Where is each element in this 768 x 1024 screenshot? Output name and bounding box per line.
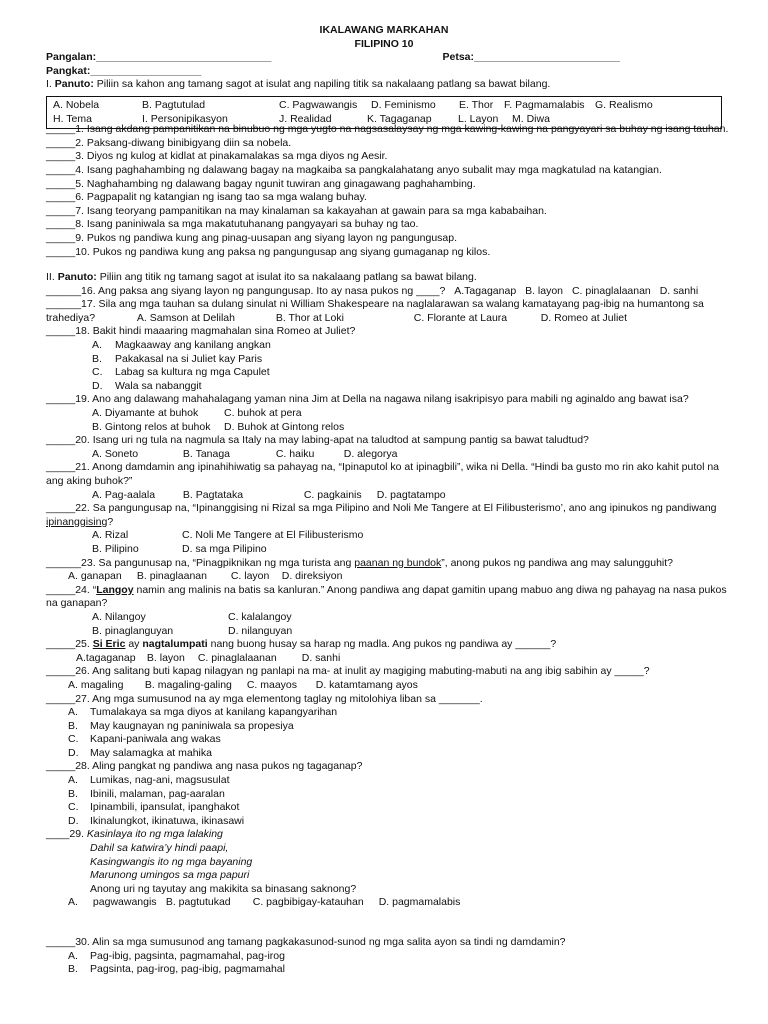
- choice-g: G. Realismo: [595, 98, 653, 111]
- choice-i: I. Personipikasyon: [142, 112, 228, 125]
- part2-instruction-text: Piliin ang titik ng tamang sagot at isulat ito sa nakalaang patlang sa bawat bilang.: [99, 271, 477, 284]
- question-22: _____22. Sa pangungusap na, “Ipinanggising ni Rizal sa mga Pilipino and Noli Me Tangere at El Filibusterismo’, ano ang ipinukos ng pandiwang: [46, 502, 717, 515]
- question-21: _____21. Anong damdamin ang ipinahihiwatig sa pahayag na, “Ipinaputol ko at ipinagbili”, wika ni Della. “Hindi ba gusto mo rin ako kahit putol na: [46, 461, 720, 474]
- item-6: _____6. Pagpapalit ng katangian ng isang tao sa mga walang buhay.: [46, 191, 367, 204]
- question-25: _____25. Si Eric ay nagtalumpati nang buong husay sa harap ng madla. Ang pukos ng pandiwa ay ______?: [46, 638, 557, 651]
- question-19-options: A. Diyamante at buhok C. buhok at pera B. Gintong relos at buhok D. Buhok at Gintong relos: [92, 407, 345, 433]
- question-18-options: A. Magkaaway ang kanilang angkan B. Pakakasal na si Juliet kay Paris C. Labag sa kultura ng mga Capulet D. Wala sa nabanggit: [92, 339, 271, 392]
- question-24-cont: na ganapan?: [46, 597, 108, 610]
- choice-j: J. Realidad: [279, 112, 332, 125]
- item-9: _____9. Pukos ng pandiwa kung ang pinag-uusapan ang siyang layon ng pangungusap.: [46, 231, 458, 244]
- choice-d: D. Feminismo: [371, 98, 436, 111]
- item-5: _____5. Naghahambing ng dalawang bagay ngunit tuwiran ang ginagawang paghahambing.: [46, 177, 476, 190]
- question-26-options: A. magaling B. magaling-galing C. maayos D. katamtamang ayos: [68, 678, 418, 691]
- part1-instruction: [46, 78, 722, 92]
- question-26: _____26. Ang salitang buti kapag nilagyan ng panlapi na ma- at inulit ay magiging mabuting-mabuti na ang ibig sabihin ay _____?: [46, 665, 650, 678]
- choice-k: K. Tagaganap: [367, 112, 432, 125]
- item-7: _____7. Isang teoryang pampanitikan na may kinalaman sa kakayahan at gawain para sa mga kababaihan.: [46, 204, 547, 217]
- item-10: _____10. Pukos ng pandiwa kung ang paksa ng pangungusap ang siyang gumaganap ng kilos.: [46, 245, 491, 258]
- choice-f: F. Pagmamalabis: [504, 98, 585, 111]
- part2-roman: II.: [46, 271, 55, 284]
- item-1: _____1. Isang akdang pampanitikan na binubuo ng mga yugto na nagsasalaysay ng mga kawing-kawing na pangyayari sa buhay ng isang tauhan.: [46, 123, 729, 136]
- choice-b: B. Pagtutulad: [142, 98, 206, 111]
- part1-roman: I.: [46, 78, 52, 91]
- question-29-options: A. pagwawangis B. pagtutukad C. pagbibigay-katauhan D. pagmamalabis: [68, 896, 461, 909]
- choices-row-1: [53, 99, 715, 113]
- part2-instruction: [46, 271, 722, 285]
- question-25-options: A.tagaganap B. layon C. pinaglalaanan D. sanhi: [76, 651, 341, 664]
- question-17: ______17. Sila ang mga tauhan sa dulang sinulat ni William Shakespeare na naglalarawan sa walang kamatayang pag-ibig na humantong sa: [46, 298, 704, 311]
- exam-title-quarter: IKALAWANG MARKAHAN: [319, 24, 449, 36]
- item-3: _____3. Diyos ng kulog at kidlat at pinakamalakas sa mga diyos ng Aesir.: [46, 150, 388, 163]
- choice-h: H. Tema: [53, 112, 92, 125]
- question-18: _____18. Bakit hindi maaaring magmahalan sina Romeo at Juliet?: [46, 325, 356, 338]
- question-30: _____30. Alin sa mga sumusunod ang tamang pagkakasunod-sunod ng mga salita ayon sa tindi ng damdamin?: [46, 936, 566, 948]
- question-24: _____24. “Langoy namin ang malinis na batis sa kanluran.” Anong pandiwa ang dapat gamitin upang mabuo ang diwa ng pahayag na nasa pukos: [46, 583, 727, 596]
- question-23: ______23. Sa pangunusap na, “Pinagpiknikan ng mga turista ang paanan ng bundok”, anong pukos ng pandiwa ang may salungguhit?: [46, 556, 673, 569]
- question-28-options: A. Lumikas, nag-ani, magsusulat B. Ibinili, malaman, pag-aaralan C. Ipinambili, ipansulat, ipanghakot D. Ikinalungkot, ikinatuwa, ikinasawi: [68, 774, 245, 827]
- question-27-options: A. Tumalakaya sa mga diyos at kanilang kapangyarihan B. May kaugnayan ng paniniwala sa propesiya C. Kapani-paniwala ang wakas D. May salamagka at mahika: [68, 706, 338, 759]
- question-20: _____20. Isang uri ng tula na nagmula sa Italy na may labing-apat na taludtod at sampung pantig sa bawat taludtud?: [46, 434, 589, 447]
- item-4: _____4. Isang paghahambing ng dalawang bagay na magkaiba sa pangkalahatang anyo subalit may mga magkatulad na katangian.: [46, 163, 662, 176]
- question-27: _____27. Ang mga sumusunod na ay mga elementong taglay ng mitolohiya liban sa _______.: [46, 692, 483, 705]
- date-field: Petsa:_________________________: [442, 51, 620, 64]
- question-22-options: A. Rizal C. Noli Me Tangere at El Filibusterismo B. Pilipino D. sa mga Pilipino: [92, 529, 364, 555]
- question-30-options: A. Pag-ibig, pagsinta, pagmamahal, pag-irog B. Pagsinta, pag-irog, pag-ibig, pagmamahal: [68, 949, 285, 976]
- question-17-options: trahediya? A. Samson at Delilah B. Thor at Loki C. Florante at Laura D. Romeo at Juliet: [46, 311, 628, 324]
- question-21-options: A. Pag-aalala B. Pagtataka C. pagkainis D. pagtatampo: [92, 488, 446, 501]
- name-date-row: [46, 51, 722, 65]
- choice-l: L. Layon: [458, 112, 499, 125]
- part1-items: [46, 123, 729, 259]
- choice-e: E. Thor: [459, 98, 494, 111]
- question-28: _____28. Aling pangkat ng pandiwa ang nasa pukos ng tagaganap?: [46, 760, 363, 773]
- question-24-options: A. Nilangoy C. kalalangoy B. pinaglanguyan D. nilanguyan: [92, 610, 293, 637]
- question-19: _____19. Ano ang dalawang mahahalagang yaman nina Jim at Della na nagawa nilang isakripisyo para mabili ng aginaldo ang bawat isa?: [46, 393, 689, 406]
- choice-c: C. Pagwawangis: [279, 98, 358, 111]
- question-16: ______16. Ang paksa ang siyang layon ng pangungusap. Ito ay nasa pukos ng ____? A.Tagaganap B. layon C. pinaglalaanan D. sanhi: [46, 284, 699, 297]
- question-29-question: Anong uri ng tayutay ang makikita sa binasang saknong?: [90, 882, 357, 895]
- question-21-cont: ang aking buhok?”: [46, 475, 133, 487]
- question-29-poem: Dahil sa katwira’y hindi paapi, Kasingwangis ito ng mga bayaning Marunong umingos sa mga papuri Anong uri ng tayutay ang makikita sa binasang saknong?: [46, 842, 722, 896]
- item-2: _____2. Paksang-diwang binibigyang diin sa nobela.: [46, 136, 292, 149]
- question-20-options: A. Soneto B. Tanaga C. haiku D. alegorya: [92, 447, 398, 460]
- choice-a: A. Nobela: [53, 98, 100, 111]
- exam-page: [46, 24, 729, 977]
- part1-instruction-text: Piliin sa kahon ang tamang sagot at isulat ang napiling titik sa nakalaang patlang sa bawat bilang.: [96, 78, 551, 91]
- question-23-options: A. ganapan B. pinaglaanan C. layon D. direksiyon: [68, 570, 343, 583]
- part2-panuto-label: Panuto:: [57, 271, 97, 284]
- item-8: _____8. Isang paniniwala sa mga makatutuhanang pangyayari sa buhay ng tao.: [46, 218, 419, 231]
- question-22-cont: ipinanggising?: [46, 515, 114, 528]
- name-field: Pangalan:______________________________: [46, 51, 272, 64]
- exam-title-subject: FILIPINO 10: [354, 37, 414, 50]
- part1-panuto-label: Panuto:: [54, 78, 94, 91]
- choice-m: M. Diwa: [512, 112, 550, 125]
- question-29: ____29. Kasinlaya ito ng mga lalaking: [46, 828, 223, 841]
- section-field: Pangkat:___________________: [46, 64, 202, 77]
